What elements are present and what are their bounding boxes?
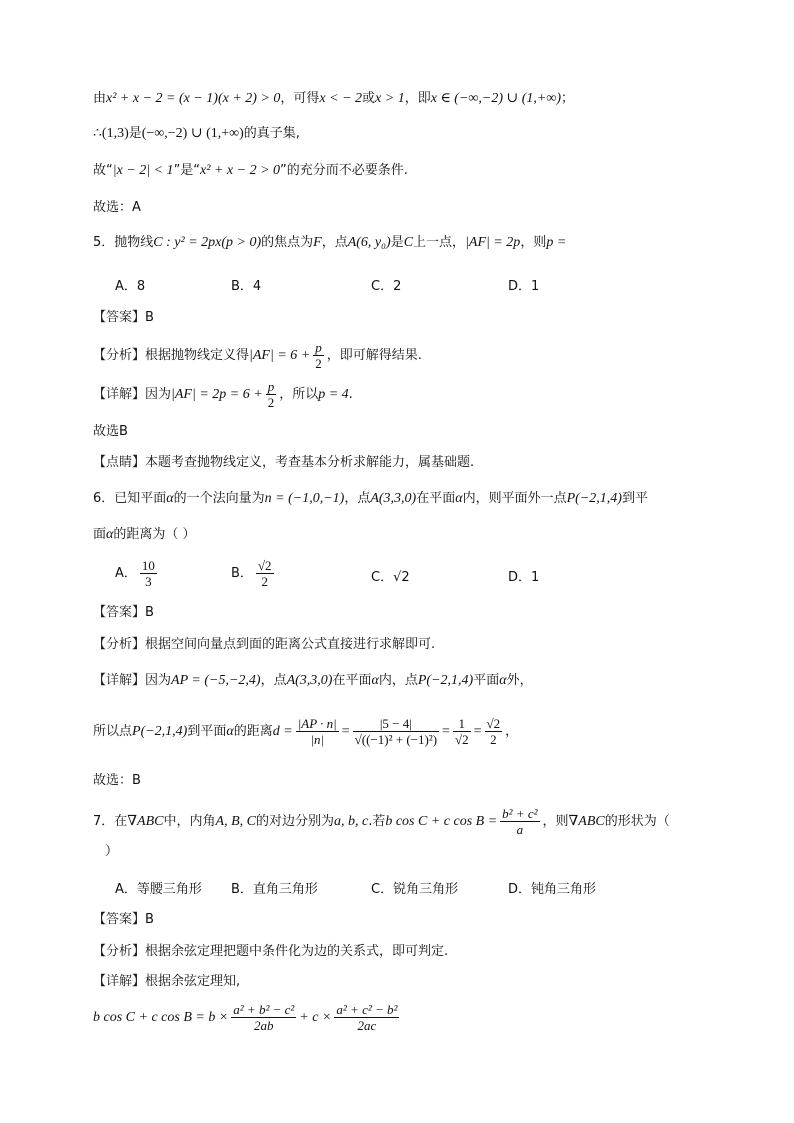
text: 因为: [145, 387, 172, 402]
q6-option-a: [115, 558, 160, 589]
numerator: |5 − 4|: [353, 716, 439, 732]
text: ；: [561, 91, 575, 106]
formula: α: [166, 491, 174, 506]
numerator: a² + b² − c²: [233, 1002, 295, 1017]
fraction: [453, 716, 471, 747]
formula: (−∞,−2) ∪ (1,+∞): [141, 126, 244, 141]
numerator: |AP · n|: [297, 716, 337, 731]
answer-value: B: [145, 912, 154, 927]
q6-choice: 故选：B: [93, 773, 141, 788]
formula: |AF| = 6 +: [249, 348, 311, 363]
denominator: √((−1)² + (−1)²): [354, 732, 438, 747]
formula: b cos C + c cos B =: [385, 814, 498, 829]
formula: α: [455, 491, 463, 506]
formula: α: [106, 527, 114, 542]
solution-line-1: [93, 90, 574, 108]
label: 【分析】: [93, 348, 146, 363]
text: 的距离为（ ）: [113, 527, 196, 542]
text: 中，内角: [163, 814, 216, 829]
formula: AP = (−5,−2,4): [171, 673, 261, 688]
question-7: [93, 806, 670, 837]
numerator: p: [315, 340, 322, 355]
formula: x < − 2: [319, 91, 363, 106]
label: 【答案】: [93, 605, 146, 620]
formula: b cos C + c cos B = b ×: [93, 1010, 229, 1025]
q6-answer: [93, 604, 154, 622]
formula: α: [371, 673, 379, 688]
question-7-cont: ）: [105, 844, 119, 859]
text: 由: [93, 91, 107, 106]
denominator: a: [516, 822, 524, 837]
numerator: p: [267, 379, 275, 394]
equals: =: [442, 724, 450, 739]
denominator: 2: [261, 574, 268, 589]
formula: F: [313, 235, 322, 250]
text: ，点: [260, 673, 287, 688]
formula: A(3,3,0): [370, 491, 417, 506]
q5-option-c: C．2: [371, 279, 402, 294]
text: 根据空间向量点到面的距离公式直接进行求解即可.: [145, 637, 436, 652]
numerator: 1: [453, 716, 471, 732]
formula: x² + x − 2 = (x − 1)(x + 2) > 0: [106, 91, 281, 106]
text: ，可得: [280, 91, 320, 106]
text: 的焦点为: [261, 235, 314, 250]
formula: p = 4: [318, 387, 349, 402]
q5-option-d: D．1: [508, 279, 540, 294]
text: A．: [115, 566, 137, 581]
text: ，所以: [279, 387, 319, 402]
fraction: [353, 716, 439, 747]
formula: α: [499, 673, 507, 688]
text: 因为: [145, 673, 172, 688]
text: 内，点: [378, 673, 418, 688]
text: 所以点: [93, 724, 133, 739]
q7-detail: [93, 973, 240, 991]
text: 的对边分别为: [255, 814, 334, 829]
formula: x > 1: [375, 91, 405, 106]
formula: P(−2,1,4): [566, 491, 622, 506]
text: ，则: [542, 814, 569, 829]
numerator: a² + c² − b²: [336, 1002, 398, 1017]
denominator: 2: [267, 395, 275, 410]
formula: n = (−1,0,−1): [264, 491, 345, 506]
text: 故“: [93, 163, 113, 178]
text: ，点: [344, 491, 371, 506]
q6-option-d: D．1: [508, 570, 540, 585]
label: 【分析】: [93, 944, 146, 959]
answer-value: B: [145, 310, 154, 325]
q5-comment: [93, 454, 474, 472]
q5-analysis: [93, 340, 422, 371]
label: 【点睛】: [93, 455, 146, 470]
q6-option-c: C．√2: [371, 570, 410, 585]
q7-option-d: D．钝角三角形: [508, 882, 597, 897]
denominator: |n|: [310, 732, 325, 747]
formula: a, b, c: [333, 814, 369, 829]
fraction: [334, 1002, 399, 1033]
text: 的形状为（: [604, 814, 670, 829]
label: 【分析】: [93, 637, 146, 652]
question-6-cont: [93, 526, 196, 544]
formula: |AF| = 2p = 6 +: [171, 387, 263, 402]
text: 的一个法向量为: [173, 491, 265, 506]
formula: P(−2,1,4): [417, 673, 474, 688]
text: ，则: [520, 235, 547, 250]
q7-option-c: C．锐角三角形: [371, 882, 459, 897]
q5-choice: 故选B: [93, 424, 128, 439]
text: 7．在: [93, 814, 128, 829]
formula: ∇ABC: [568, 814, 605, 829]
answer-value: B: [145, 605, 154, 620]
fraction: [231, 1002, 296, 1033]
q7-option-b: B．直角三角形: [231, 882, 318, 897]
text: ，即可解得结果.: [326, 348, 422, 363]
q6-distance: [93, 712, 518, 752]
denominator: 3: [145, 574, 152, 589]
q5-option-a: A．8: [115, 279, 146, 294]
denominator: 2: [315, 356, 322, 371]
formula: C : y² = 2px(p > 0): [153, 235, 262, 250]
text: 根据余弦定理知,: [145, 974, 241, 989]
text: 本题考查抛物线定义，考查基本分析求解能力，属基础题.: [145, 455, 475, 470]
denominator: 2ac: [357, 1018, 377, 1033]
text: 根据抛物线定义得: [145, 348, 250, 363]
text: 根据余弦定理把题中条件化为边的关系式，即可判定.: [145, 944, 449, 959]
q7-analysis: [93, 943, 448, 961]
q6-option-b: [231, 558, 277, 589]
formula: A, B, C: [215, 814, 256, 829]
text: 5．抛物线: [93, 235, 154, 250]
formula: d =: [272, 724, 293, 739]
formula: A(3,3,0): [286, 673, 333, 688]
equals: =: [341, 724, 350, 739]
fraction: [485, 716, 503, 747]
fraction: [140, 558, 157, 589]
solution-line-2: [93, 125, 300, 143]
label: 【答案】: [93, 310, 146, 325]
formula: C: [403, 235, 414, 250]
q7-option-a: A．等腰三角形: [115, 882, 202, 897]
text: .若: [368, 814, 386, 829]
text: 内，则平面外一点: [462, 491, 567, 506]
answer-choice-line: 故选：A: [93, 200, 141, 215]
text: 到平: [621, 491, 648, 506]
fraction: [500, 806, 539, 837]
denominator: 2ab: [254, 1018, 274, 1033]
text: 到平面: [187, 724, 227, 739]
q5-detail: [93, 379, 353, 410]
text: 上一点，: [413, 235, 466, 250]
formula: + c ×: [299, 1010, 332, 1025]
formula: P(−2,1,4): [132, 724, 188, 739]
fraction: [256, 558, 274, 589]
text: 面: [93, 527, 107, 542]
question-5: [93, 234, 566, 252]
text: ”的充分而不必要条件.: [280, 163, 408, 178]
text: 是: [128, 126, 142, 141]
numerator: √2: [257, 558, 272, 573]
numerator: √2: [486, 716, 501, 731]
text: 是: [390, 235, 404, 250]
equals: =: [473, 724, 482, 739]
label: 【详解】: [93, 974, 146, 989]
formula: |AF| = 2p: [465, 235, 521, 250]
q5-answer: [93, 309, 154, 327]
question-6: [93, 490, 648, 508]
text: ，: [505, 724, 519, 739]
text: 的真子集,: [243, 126, 300, 141]
text: 在平面: [332, 673, 372, 688]
text: 6．已知平面: [93, 491, 167, 506]
text: ”是“: [173, 163, 201, 178]
text: ，点: [321, 235, 348, 250]
text: ，即: [404, 91, 431, 106]
q6-analysis: [93, 636, 435, 654]
q7-equation: [93, 998, 402, 1038]
label: 【详解】: [93, 387, 146, 402]
text: 的距离: [233, 724, 273, 739]
formula: x² + x − 2 > 0: [200, 163, 281, 178]
text: B．: [231, 566, 253, 581]
formula: x ∈ (−∞,−2) ∪ (1,+∞): [430, 91, 561, 106]
formula: ∇ABC: [127, 814, 164, 829]
formula: A(6, y₀): [347, 235, 391, 250]
q7-answer: [93, 911, 154, 929]
fraction: [266, 379, 277, 410]
q5-option-b: B．4: [231, 279, 262, 294]
formula: p =: [546, 235, 567, 250]
text: .: [348, 387, 353, 402]
fraction: [313, 340, 324, 371]
numerator: 10: [141, 558, 155, 573]
numerator: b² + c²: [502, 806, 538, 821]
text: 平面: [473, 673, 500, 688]
denominator: √2: [454, 732, 469, 747]
text: 在平面: [416, 491, 456, 506]
solution-line-3: [93, 162, 408, 180]
label: 【详解】: [93, 673, 146, 688]
label: 【答案】: [93, 912, 146, 927]
denominator: 2: [490, 732, 497, 747]
formula: α: [226, 724, 234, 739]
formula: ∴(1,3): [93, 126, 129, 141]
q6-detail: [93, 672, 533, 690]
text: 外，: [506, 673, 533, 688]
formula: |x − 2| < 1: [112, 163, 174, 178]
text: 或: [362, 91, 376, 106]
fraction: [296, 716, 339, 747]
